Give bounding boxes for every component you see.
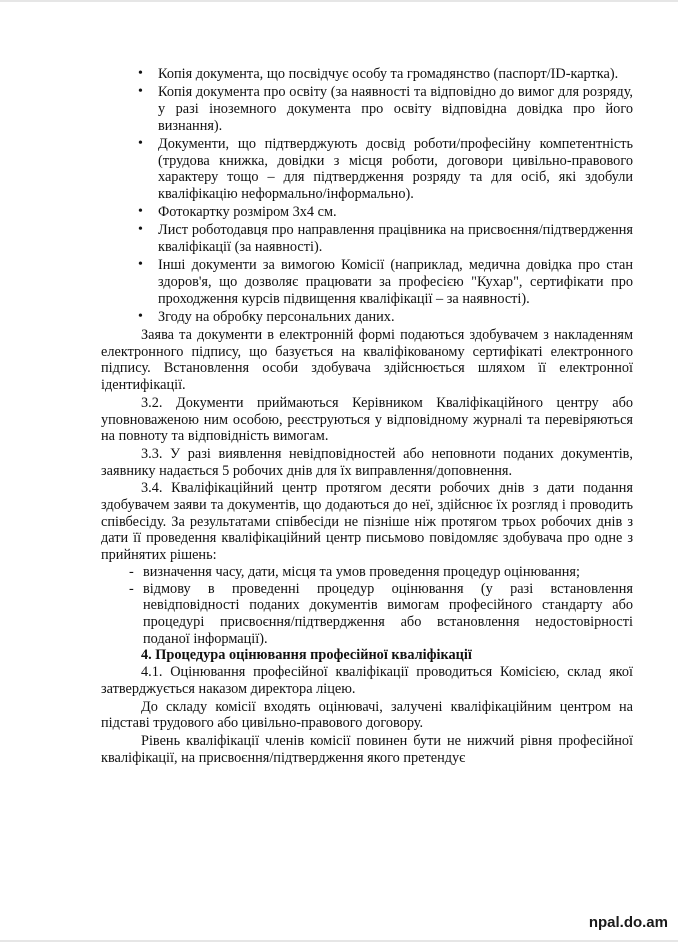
paragraph-electronic-submission: Заява та документи в електронній формі подаються здобувачем з накладенням електронного підпису, що базується на кваліфікованому сертифікаті електронного підпису. Встановлення особи здобувача здійснюється шляхом її електронної ідентифікації. [101,327,633,394]
paragraph-qualification-level: Рівень кваліфікації членів комісії повинен бути не нижчий рівня професійної кваліфікації, на присвоєння/підтвердження якого претендує [101,732,633,766]
list-item: • Лист роботодавця про направлення працівника на присвоєння/підтвердження кваліфікації (за наявності). [158,222,633,255]
required-documents-list [101,66,633,326]
section-heading-4: 4. Процедура оцінювання професійної кваліфікації [141,647,472,664]
list-item: • Інші документи за вимогою Комісії (наприклад, медична довідка про стан здоров'я, що дозволяє працювати за професією "Кухар", сертифікати про проходження курсів підвищення кваліфікації – за наявності). [158,257,633,307]
top-border [0,0,678,2]
list-item: • Документи, що підтверджують досвід роботи/професійну компетентність (трудова книжка, довідки з місця роботи, договори цивільно-правового характеру тощо – для підтвердження розряду та для осіб, які здобули кваліфікацію неформально/інформально). [158,136,633,203]
list-item: • Копія документа, що посвідчує особу та громадянство (паспорт/ID-картка). [158,66,633,83]
list-item: • Згоду на обробку персональних даних. [158,309,633,326]
paragraph-commission-members: До складу комісії входять оцінювачі, залучені кваліфікаційним центром на підставі трудового або цивільно-правового договору. [101,698,633,732]
document-page [101,66,633,766]
list-item: - відмову в проведенні процедур оцінювання (у разі встановлення невідповідності поданих документів вимогам професійного стандарту або процедурі присвоєння/підтвердження або встановлення недостовірності поданої інформації). [143,581,633,648]
paragraph-3-3: 3.3. У разі виявлення невідповідностей або неповноти поданих документів, заявнику надається 5 робочих днів для їх виправлення/доповнення. [101,445,633,479]
list-item: • Копія документа про освіту (за наявності та відповідно до вимог для розряду, у разі іноземного документа про освіту відповідна довідка про його визнання). [158,84,633,134]
paragraph-4-1: 4.1. Оцінювання професійної кваліфікації проводиться Комісією, склад якої затверджується наказом директора ліцею. [101,664,633,697]
site-watermark: npal.do.am [588,914,668,931]
list-item: - визначення часу, дати, місця та умов проведення процедур оцінювання; [143,564,633,581]
decisions-list [101,564,633,648]
list-item: • Фотокартку розміром 3х4 см. [158,204,633,221]
paragraph-3-2: 3.2. Документи приймаються Керівником Кваліфікаційного центру або уповноваженою ним особою, реєструються у відповідному журналі та перевіряються на повноту та відповідність вимогам. [101,394,633,445]
paragraph-3-4: 3.4. Кваліфікаційний центр протягом десяти робочих днів з дати подання здобувачем заяви та документів, що додаються до неї, здійснює їх розгляд і проводить співбесіду. За результатами співбесіди не пізніше ніж протягом трьох робочих днів з дати її проведення кваліфікаційний центр письмово повідомляє здобувача про одне з прийнятих рішень: [101,480,633,564]
